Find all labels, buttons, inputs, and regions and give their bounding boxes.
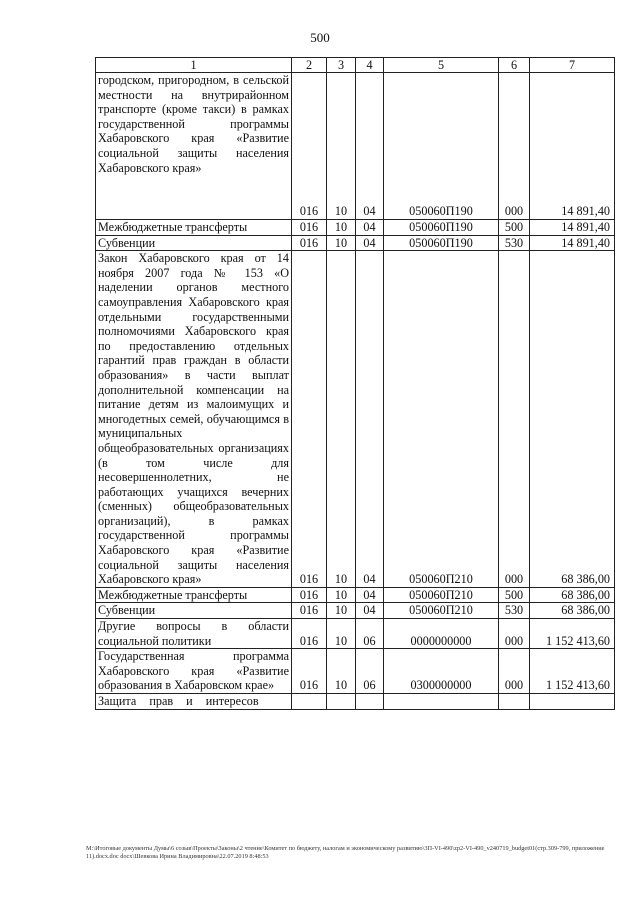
row-name: Государственная программа Хабаровского края «Развитие образования в Хабаровском крае» (96, 649, 292, 694)
cell-col7: 1 152 413,60 (530, 649, 615, 694)
cell-col5 (384, 694, 499, 710)
header-col-2: 2 (292, 58, 327, 73)
cell-col3: 10 (327, 649, 356, 694)
cell-col6: 000 (499, 251, 530, 588)
cell-col4: 04 (356, 603, 384, 619)
cell-col3: 10 (327, 619, 356, 649)
cell-col7: 14 891,40 (530, 73, 615, 220)
cell-col3: 10 (327, 235, 356, 251)
header-col-5: 5 (384, 58, 499, 73)
budget-table (95, 57, 615, 710)
cell-col4: 04 (356, 220, 384, 236)
header-col-7: 7 (530, 58, 615, 73)
cell-col3: 10 (327, 220, 356, 236)
row-name: Субвенции (96, 235, 292, 251)
cell-col6: 530 (499, 603, 530, 619)
cell-col4: 06 (356, 619, 384, 649)
cell-col4 (356, 694, 384, 710)
row-name: Межбюджетные трансферты (96, 587, 292, 603)
cell-col6: 500 (499, 220, 530, 236)
cell-col2: 016 (292, 73, 327, 220)
cell-col6: 500 (499, 587, 530, 603)
cell-col6 (499, 694, 530, 710)
cell-col6: 000 (499, 619, 530, 649)
table-row (96, 73, 615, 220)
cell-col7: 68 386,00 (530, 251, 615, 588)
cell-col2: 016 (292, 220, 327, 236)
row-name: Другие вопросы в области социальной политики (96, 619, 292, 649)
cell-col5: 050060П210 (384, 587, 499, 603)
row-name: Межбюджетные трансферты (96, 220, 292, 236)
cell-col4: 04 (356, 251, 384, 588)
cell-col2: 016 (292, 251, 327, 588)
cell-col5: 0000000000 (384, 619, 499, 649)
cell-col7: 1 152 413,60 (530, 619, 615, 649)
page-number: 500 (310, 30, 330, 45)
row-name: городском, пригородном, в сельской местности на внутрирайонном транспорте (кроме такси) в рамках государственной программы Хабаровского края «Развитие социальной защиты населения Хабаровского края» (96, 73, 292, 220)
cell-col6: 000 (499, 73, 530, 220)
cell-col7 (530, 694, 615, 710)
cell-col4: 04 (356, 73, 384, 220)
file-path-footer: М:\Итоговые документы Думы\6 созыв\Проекты\Законы\2 чтение\Комитет по бюджету, налогам и экономическому развитию\3П-VI-490\zp2-VI-490_v240719_budget01(стр.309-799, приложение 11).docx.doc docx\Шевкова Ирина Владимировна\22.07.2019 8:48:53 (86, 845, 605, 860)
cell-col5: 050060П190 (384, 235, 499, 251)
table-row (96, 235, 615, 251)
cell-col4: 04 (356, 235, 384, 251)
cell-col3 (327, 694, 356, 710)
header-col-1: 1 (96, 58, 292, 73)
table-row (96, 251, 615, 588)
row-name: Субвенции (96, 603, 292, 619)
cell-col7: 68 386,00 (530, 587, 615, 603)
header-col-6: 6 (499, 58, 530, 73)
cell-col5: 050060П210 (384, 603, 499, 619)
header-col-4: 4 (356, 58, 384, 73)
cell-col2: 016 (292, 603, 327, 619)
header-col-3: 3 (327, 58, 356, 73)
table-row (96, 603, 615, 619)
table-row (96, 587, 615, 603)
table-row (96, 694, 615, 710)
table-row (96, 649, 615, 694)
cell-col2: 016 (292, 619, 327, 649)
row-name: Закон Хабаровского края от 14 ноября 2007 года № 153 «О наделении органов местного самоуправления Хабаровского края отдельными государственными полномочиями Хабаровского края по предоставлению отдельных гарантий прав граждан в области образования» в части выплат дополнительной компенсации на питание детям из малоимущих и многодетных семей, обучающимся в муниципальных общеобразовательных организациях (в том числе для несовершеннолетних, не работающих учащихся вечерних (сменных) общеобразовательных организаций), в рамках государственной программы Хабаровского края «Развитие социальной защиты населения Хабаровского края» (96, 251, 292, 588)
cell-col6: 530 (499, 235, 530, 251)
row-name: Защита прав и интересов (96, 694, 292, 710)
cell-col4: 04 (356, 587, 384, 603)
cell-col3: 10 (327, 251, 356, 588)
cell-col2: 016 (292, 649, 327, 694)
table-row (96, 619, 615, 649)
cell-col5: 050060П190 (384, 220, 499, 236)
cell-col4: 06 (356, 649, 384, 694)
cell-col5: 0300000000 (384, 649, 499, 694)
cell-col2: 016 (292, 235, 327, 251)
cell-col6: 000 (499, 649, 530, 694)
cell-col7: 68 386,00 (530, 603, 615, 619)
cell-col3: 10 (327, 603, 356, 619)
table-header-row (96, 58, 615, 73)
cell-col5: 050060П210 (384, 251, 499, 588)
cell-col3: 10 (327, 73, 356, 220)
cell-col7: 14 891,40 (530, 235, 615, 251)
cell-col2 (292, 694, 327, 710)
cell-col2: 016 (292, 587, 327, 603)
cell-col5: 050060П190 (384, 73, 499, 220)
cell-col3: 10 (327, 587, 356, 603)
cell-col7: 14 891,40 (530, 220, 615, 236)
table-row (96, 220, 615, 236)
